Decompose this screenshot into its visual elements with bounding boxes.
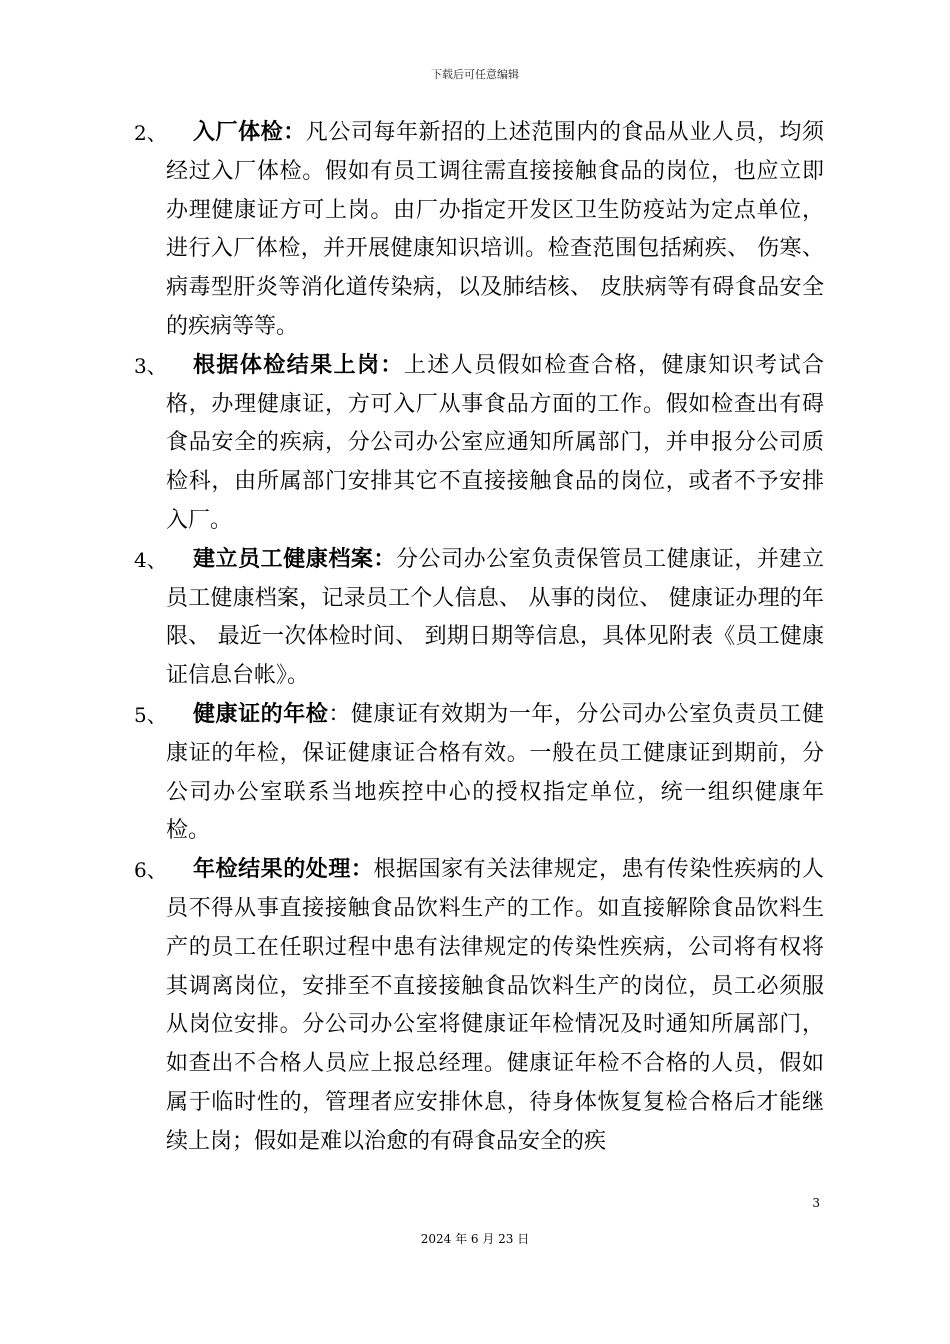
item-number: 5、 [134, 702, 167, 727]
list-item [134, 114, 824, 347]
item-title: 根据体检结果上岗： [193, 352, 404, 378]
item-title: 年检结果的处理： [193, 857, 374, 883]
item-number: 6、 [134, 858, 167, 883]
list-item [134, 696, 824, 851]
document-body [134, 114, 824, 1162]
item-number: 2、 [134, 121, 167, 145]
item-number: 4、 [134, 547, 167, 572]
item-body: 上述人员假如检查合格，健康知识考试合格，办理健康证，方可入厂从事食品方面的工作。假如检查出有碍食品安全的疾病，分公司办公室应通知所属部门，并申报分公司质检科，由所属部门安排其它不直接接触食品的岗位，或者不予安排入厂。 [166, 352, 824, 533]
item-title: 入厂体检： [193, 120, 306, 145]
item-body: 根据国家有关法律规定，患有传染性疾病的人员不得从事直接接触食品饮料生产的工作。如直接解除食品饮料生产的员工在任职过程中患有法律规定的传染性疾病，公司将有权将其调离岗位，安排至不直接接触食品饮料生产的岗位，员工必须服从岗位安排。分公司办公室将健康证年检情况及时通知所属部门，如查出不合格人员应上报总经理。健康证年检不合格的人员，假如属于临时性的，管理者应安排休息，待身体恢复复检合格后才能继续上岗；假如是难以治愈的有碍食品安全的疾 [166, 857, 824, 1154]
item-text [166, 114, 824, 347]
item-body: ：健康证有效期为一年，分公司办公室负责员工健康证的年检，保证健康证合格有效。一般在员工健康证到期前，分公司办公室联系当地疾控中心的授权指定单位，统一组织健康年检。 [166, 701, 824, 844]
footer-date: 2024 年 6 月 23 日 [420, 1232, 530, 1246]
item-text [166, 541, 824, 696]
item-title: 健康证的年检 [193, 701, 329, 727]
list-item [134, 851, 824, 1161]
header-note: 下载后可任意编辑 [431, 68, 519, 81]
item-title: 建立员工健康档案： [193, 546, 396, 572]
item-text [166, 696, 824, 851]
item-number: 3、 [134, 353, 167, 378]
page-number: 3 [812, 1196, 820, 1210]
item-text [166, 851, 824, 1161]
item-body: 凡公司每年新招的上述范围内的食品从业人员，均须经过入厂体检。假如有员工调往需直接接触食品的岗位，也应立即办理健康证方可上岗。由厂办指定开发区卫生防疫站为定点单位，进行入厂体检，并开展健康知识培训。检查范围包括痢疾、 伤寒、 病毒型肝炎等消化道传染病，以及肺结核、 皮肤病等有碍食品安全的疾病等等。 [166, 120, 824, 339]
list-item [134, 347, 824, 541]
item-body: 分公司办公室负责保管员工健康证，并建立员工健康档案，记录员工个人信息、 从事的岗位、 健康证办理的年限、 最近一次体检时间、 到期日期等信息，具体见附表《员工健康证信息台帐》。 [166, 546, 824, 689]
item-text [166, 347, 824, 541]
list-item [134, 541, 824, 696]
